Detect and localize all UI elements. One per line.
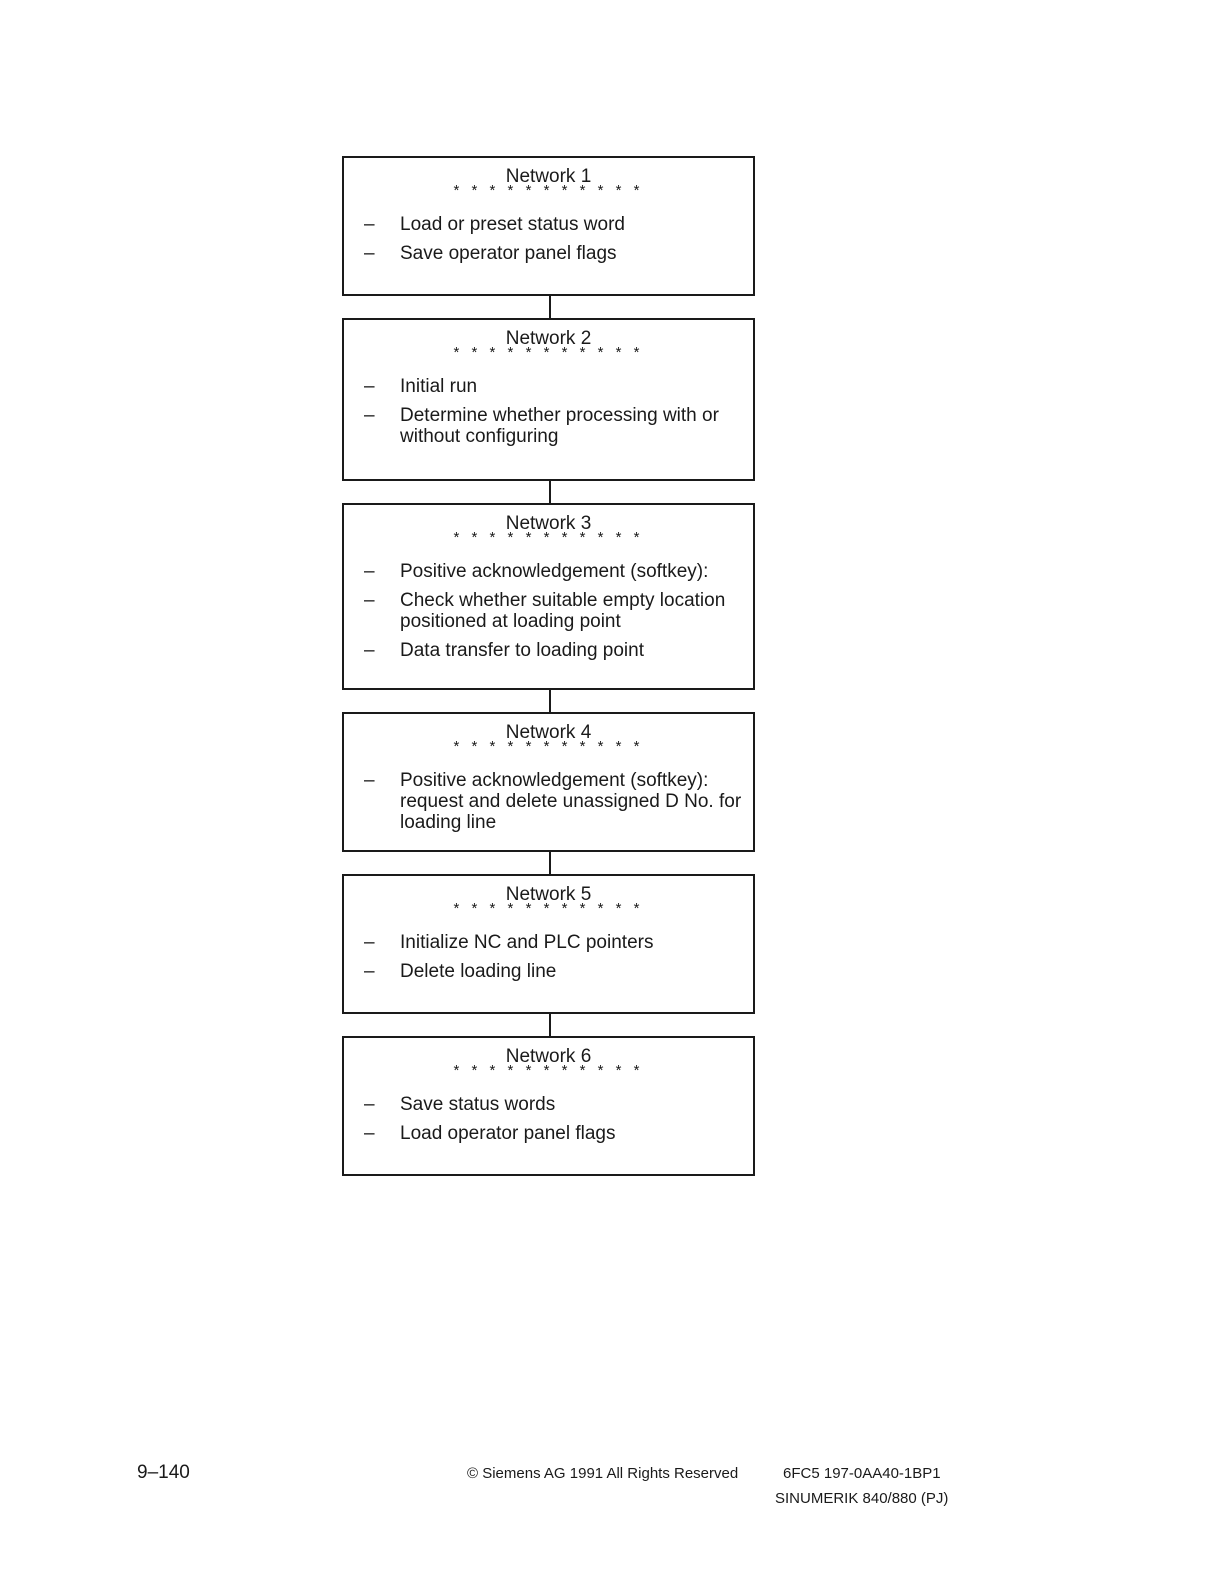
item-text: Save status words [400, 1094, 556, 1115]
connector-line [549, 852, 551, 874]
list-item [344, 961, 753, 982]
network-title: Network 4 [505, 722, 592, 743]
page-number: 9–140 [137, 1462, 190, 1483]
network-stars: * * * * * * * * * * * [453, 344, 644, 361]
item-text: Positive acknowledgement (softkey): [400, 561, 709, 582]
dash-bullet: – [364, 243, 375, 264]
connector-line [549, 296, 551, 318]
list-item [344, 640, 753, 661]
item-text: Load or preset status word [400, 214, 625, 235]
network-1-box [342, 156, 755, 296]
network-stars: * * * * * * * * * * * [453, 182, 644, 199]
network-3-box [342, 503, 755, 690]
dash-bullet: – [364, 961, 375, 982]
product-name: SINUMERIK 840/880 (PJ) [775, 1490, 949, 1507]
connector-line [549, 1014, 551, 1036]
item-text: Initial run [400, 376, 478, 397]
dash-bullet: – [364, 640, 375, 661]
list-item [344, 932, 753, 953]
network-stars: * * * * * * * * * * * [453, 529, 644, 546]
item-text: Initialize NC and PLC pointers [400, 932, 654, 953]
list-item [344, 561, 753, 582]
network-6-box [342, 1036, 755, 1176]
item-text: Positive acknowledgement (softkey): request and delete unassigned D No. for loading line [400, 770, 742, 833]
connector-line [549, 481, 551, 503]
dash-bullet: – [364, 932, 375, 953]
item-text: Save operator panel flags [400, 243, 617, 264]
list-item [344, 590, 753, 632]
network-title: Network 1 [505, 166, 592, 187]
dash-bullet: – [364, 376, 375, 397]
network-title: Network 3 [505, 513, 592, 534]
network-title: Network 6 [505, 1046, 592, 1067]
dash-bullet: – [364, 405, 375, 426]
network-stars: * * * * * * * * * * * [453, 900, 644, 917]
connector-line [549, 690, 551, 712]
item-text: Check whether suitable empty location positioned at loading point [400, 590, 726, 632]
dash-bullet: – [364, 770, 375, 791]
list-item [344, 1123, 753, 1144]
dash-bullet: – [364, 214, 375, 235]
network-title: Network 5 [505, 884, 592, 905]
order-number: 6FC5 197-0AA40-1BP1 [783, 1465, 941, 1482]
item-text: Data transfer to loading point [400, 640, 644, 661]
network-4-box [342, 712, 755, 852]
list-item [344, 243, 753, 264]
network-stars: * * * * * * * * * * * [453, 738, 644, 755]
copyright-notice: © Siemens AG 1991 All Rights Reserved [467, 1465, 739, 1482]
network-2-box [342, 318, 755, 481]
network-stars: * * * * * * * * * * * [453, 1062, 644, 1079]
item-text: Determine whether processing with or without configuring [400, 405, 719, 447]
dash-bullet: – [364, 1123, 375, 1144]
list-item [344, 405, 753, 447]
item-text: Load operator panel flags [400, 1123, 616, 1144]
list-item [344, 770, 753, 833]
dash-bullet: – [364, 561, 375, 582]
network-5-box [342, 874, 755, 1014]
list-item [344, 1094, 753, 1115]
list-item [344, 376, 753, 397]
item-text: Delete loading line [400, 961, 557, 982]
list-item [344, 214, 753, 235]
dash-bullet: – [364, 1094, 375, 1115]
network-title: Network 2 [505, 328, 592, 349]
dash-bullet: – [364, 590, 375, 611]
